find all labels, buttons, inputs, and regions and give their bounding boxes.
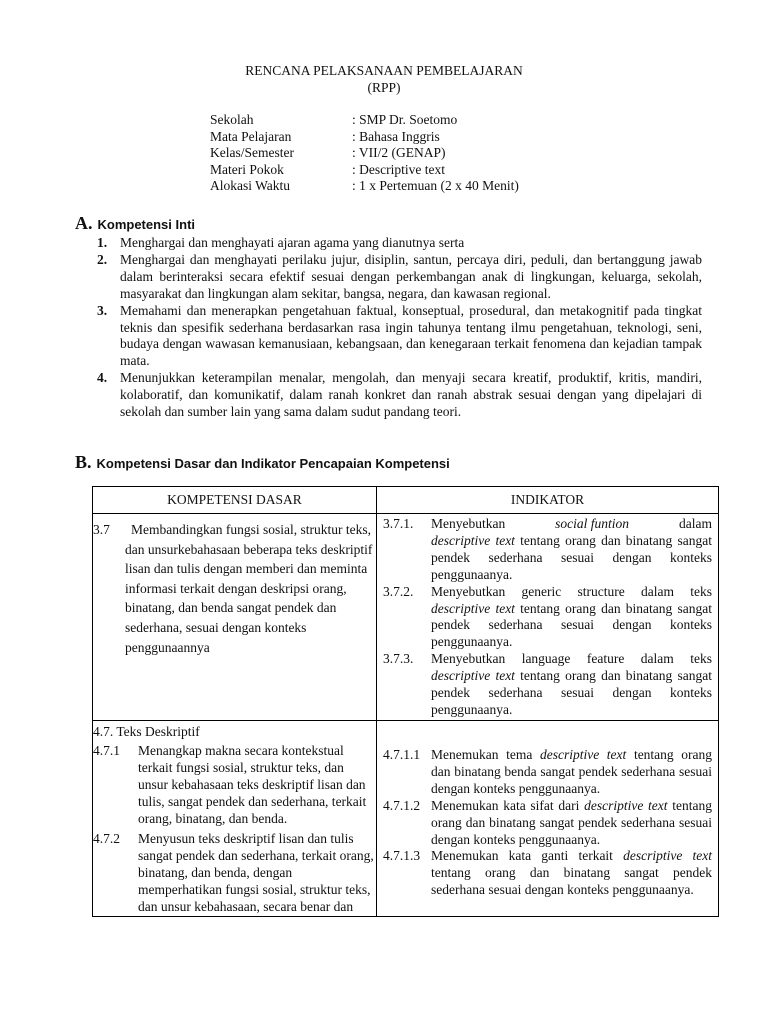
indicator-number: 4.7.1.2 — [383, 797, 421, 813]
identity-label: Alokasi Waktu — [210, 178, 291, 194]
section-title: Kompetensi Inti — [97, 217, 196, 232]
identity-row — [210, 178, 519, 195]
indicator-item — [383, 584, 712, 652]
section-letter: A. — [75, 213, 93, 233]
indicator-text-part: Menemukan kata ganti terkait — [431, 848, 613, 864]
indicator-text — [431, 747, 712, 798]
indicator-text-part: tentang orang dan binatang benda sangat pendek sederhana sesuai dengan konteks penggunaanya. — [431, 747, 713, 796]
table-header-row — [93, 487, 719, 514]
indicator-number: 4.7.1.1 — [383, 747, 421, 762]
indicator-italic: descriptive text — [431, 600, 515, 616]
list-number: 2. — [97, 251, 108, 267]
indicator-item — [383, 516, 712, 584]
list-item — [97, 370, 702, 421]
indicator-item — [383, 651, 712, 719]
section-title: Kompetensi Dasar dan Indikator Pencapaian Kompetensi — [96, 456, 450, 471]
indicator-italic: descriptive text — [539, 747, 627, 762]
identity-row — [210, 145, 519, 162]
kd-text: Membandingkan fungsi sosial, struktur teks, dan unsurkebahasaan beberapa teks deskriptif lisan dan tulis dengan memberi dan meminta informasi terkait dengan deskripsi orang, binatang, dan benda sangat pendek dan sederhana, sesuai dengan konteks penggunaannya — [125, 522, 373, 655]
indicator-text-part: dalam — [678, 516, 712, 531]
indicator-item — [383, 747, 712, 798]
section-a-heading — [75, 213, 195, 234]
indicator-number: 3.7.1. — [383, 516, 414, 531]
kd-cell — [93, 514, 377, 721]
list-item — [97, 252, 702, 303]
indicator-italic: descriptive text — [623, 848, 712, 864]
indicator-text-part: tentang orang dan binatang sangat pendek sederhana sesuai dengan konteks penggunaanya. — [431, 797, 713, 847]
identity-row — [210, 162, 519, 179]
indicator-text — [431, 516, 712, 584]
kd-sub-text: Menyusun teks deskriptif lisan dan tulis sangat pendek dan sederhana, terkait orang, binatang, dan benda, dengan memperhatikan fungsi sosial, struktur teks, dan unsur kebahasaan, secara benar dan — [138, 831, 374, 915]
identity-label: Kelas/Semester — [210, 145, 294, 161]
identity-value: : 1 x Pertemuan (2 x 40 Menit) — [352, 178, 519, 194]
list-text: Memahami dan menerapkan pengetahuan faktual, konseptual, prosedural, dan metakognitif pada tingkat teknis dan spesifik sederhana berdasarkan rasa ingin tahunya tentang ilmu pengetahuan, teknologi, seni, budaya dengan wawasan kemanusiaan, kebangsaan, dan kenegaraan terkait fenomena dan kejadian tampak mata. — [120, 302, 702, 369]
indicator-italic: descriptive text — [431, 532, 515, 548]
identity-block — [210, 112, 519, 195]
list-text: Menghargai dan menghayati ajaran agama yang dianutnya serta — [120, 235, 465, 250]
list-item — [97, 235, 702, 252]
identity-value: : SMP Dr. Soetomo — [352, 112, 458, 127]
indicator-text-part: tentang orang dan binatang sangat pendek sederhana sesuai dengan konteks penggunaanya. — [431, 865, 712, 898]
indicator-text-part: tentang orang dan binatang sangat pendek sederhana sesuai dengan konteks penggunaanya. — [431, 532, 712, 582]
identity-value: : Bahasa Inggris — [352, 128, 440, 144]
kd-sub-number: 4.7.1 — [93, 742, 120, 758]
kd-sub-text: Menangkap makna secara kontekstual terkait fungsi sosial, struktur teks, dan unsur kebahasaan teks deskriptif lisan dan tulis, sangat pendek dan sederhana, terkait orang, binatang, dan benda. — [138, 742, 367, 826]
kompetensi-inti-list — [97, 235, 702, 421]
column-header-kompetensi-dasar: KOMPETENSI DASAR — [93, 487, 377, 514]
list-number: 1. — [97, 235, 108, 250]
indicator-text-part: Menemukan tema — [431, 747, 533, 762]
identity-row — [210, 129, 519, 146]
kd-title: 4.7. Teks Deskriptif — [93, 724, 200, 739]
list-text: Menunjukkan keterampilan menalar, mengolah, dan menyaji secara kreatif, produktif, kritis, mandiri, kolaboratif, dan komunikatif, dalam ranah konkret dan ranah abstrak sesuai dengan yang dipelajari di sekolah dan sumber lain yang sama dalam sudut pandang teori. — [120, 370, 702, 420]
kd-cell — [93, 721, 377, 917]
section-letter: B. — [75, 452, 92, 472]
list-number: 3. — [97, 302, 108, 318]
indicator-number: 3.7.3. — [383, 651, 414, 667]
identity-value: : VII/2 (GENAP) — [352, 145, 446, 161]
kd-number: 3.7 — [93, 522, 110, 537]
section-b-heading — [75, 452, 450, 473]
indicator-italic: social funtion — [555, 516, 630, 531]
list-number: 4. — [97, 370, 108, 386]
indicator-number: 3.7.2. — [383, 583, 414, 599]
kd-sub-number: 4.7.2 — [93, 831, 120, 847]
indicator-cell — [377, 721, 719, 917]
indicator-text-part: Menyebutkan — [431, 516, 506, 531]
indicator-text — [431, 848, 712, 899]
indicator-item — [383, 848, 712, 899]
indicator-item — [383, 798, 712, 849]
indicator-text — [431, 584, 712, 652]
document-subtitle: (RPP) — [367, 80, 401, 95]
indicator-italic: descriptive text — [431, 668, 515, 684]
indicator-number: 4.7.1.3 — [383, 848, 421, 864]
indicator-text-part: tentang orang dan binatang sangat pendek sederhana sesuai dengan konteks penggunaanya. — [431, 668, 712, 717]
competency-table — [92, 486, 719, 917]
indicator-italic: descriptive text — [584, 797, 668, 813]
kd-sub-item — [93, 743, 376, 828]
identity-label: Materi Pokok — [210, 161, 284, 177]
identity-row — [210, 112, 519, 129]
indicator-text-part: Menemukan kata sifat dari — [431, 797, 580, 813]
list-item — [97, 303, 702, 371]
table-row — [93, 514, 719, 721]
identity-value: : Descriptive text — [352, 161, 445, 177]
indicator-text-part: Menyebutkan generic structure dalam teks — [431, 583, 712, 599]
identity-label: Sekolah — [210, 112, 254, 127]
kd-sub-item — [93, 831, 376, 916]
indicator-text-part: Menyebutkan language feature dalam teks — [431, 651, 712, 667]
document-title: RENCANA PELAKSANAAN PEMBELAJARAN — [245, 63, 523, 78]
table-row — [93, 721, 719, 917]
list-text: Menghargai dan menghayati perilaku jujur, disiplin, santun, percaya diri, peduli, dan bertanggung jawab dalam berinteraksi secara efektif sesuai dengan perkembangan anak di lingkungan, keluarga, sekolah, masyarakat dan lingkungan alam sekitar, bangsa, negara, dan kawasan regional. — [120, 251, 702, 301]
indicator-text — [431, 798, 712, 849]
indicator-text-part: tentang orang dan binatang sangat pendek sederhana sesuai dengan konteks penggunaanya. — [431, 600, 712, 650]
column-header-indikator: INDIKATOR — [377, 487, 719, 514]
indicator-text — [431, 651, 712, 719]
identity-label: Mata Pelajaran — [210, 128, 292, 144]
kd-entry — [93, 520, 376, 657]
indicator-cell — [377, 514, 719, 721]
